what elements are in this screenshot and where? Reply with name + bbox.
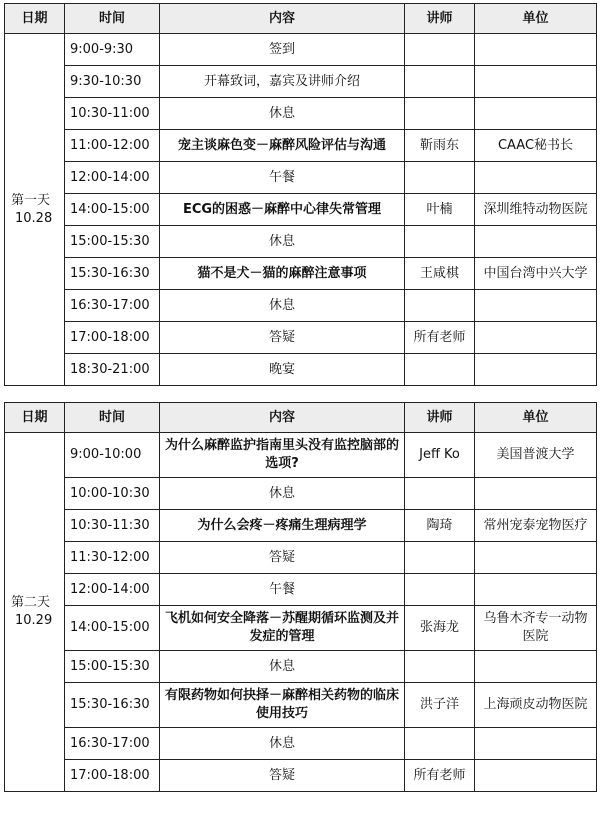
day-label-name: 第一天 — [11, 192, 51, 208]
header-speaker: 讲师 — [405, 403, 475, 433]
time-cell: 12:00-14:00 — [65, 162, 160, 194]
content-cell: 休息 — [160, 290, 405, 322]
unit-cell: CAAC秘书长 — [475, 130, 597, 162]
unit-cell — [475, 226, 597, 258]
unit-cell — [475, 760, 597, 792]
speaker-cell — [405, 478, 475, 510]
schedule-row — [5, 651, 597, 683]
time-cell: 15:00-15:30 — [65, 651, 160, 683]
schedule-table-day1 — [4, 3, 597, 386]
unit-cell — [475, 162, 597, 194]
header-row — [5, 403, 597, 433]
time-cell: 17:00-18:00 — [65, 322, 160, 354]
time-cell: 15:00-15:30 — [65, 226, 160, 258]
speaker-cell: 张海龙 — [405, 606, 475, 651]
time-cell: 17:00-18:00 — [65, 760, 160, 792]
time-cell: 12:00-14:00 — [65, 574, 160, 606]
schedule-row — [5, 98, 597, 130]
content-cell: 猫不是犬－猫的麻醉注意事项 — [160, 258, 405, 290]
unit-cell: 乌鲁木齐专一动物医院 — [475, 606, 597, 651]
header-time: 时间 — [65, 4, 160, 34]
unit-cell — [475, 34, 597, 66]
unit-cell — [475, 66, 597, 98]
time-cell: 15:30-16:30 — [65, 258, 160, 290]
day-label-name: 第二天 — [11, 595, 51, 610]
header-row — [5, 4, 597, 34]
schedule-row — [5, 683, 597, 728]
content-cell: 答疑 — [160, 760, 405, 792]
speaker-cell — [405, 98, 475, 130]
content-cell: 有限药物如何抉择－麻醉相关药物的临床使用技巧 — [160, 683, 405, 728]
unit-cell: 上海顽皮动物医院 — [475, 683, 597, 728]
speaker-cell — [405, 226, 475, 258]
time-cell: 9:30-10:30 — [65, 66, 160, 98]
schedule-row — [5, 34, 597, 66]
content-cell: 午餐 — [160, 162, 405, 194]
unit-cell — [475, 728, 597, 760]
content-cell: 休息 — [160, 226, 405, 258]
header-unit: 单位 — [475, 4, 597, 34]
schedule-row — [5, 290, 597, 322]
schedule-row — [5, 728, 597, 760]
schedule-row — [5, 162, 597, 194]
speaker-cell: 靳雨东 — [405, 130, 475, 162]
day-label-date: 10.28 — [15, 210, 53, 226]
schedule-row — [5, 510, 597, 542]
time-cell: 9:00-10:00 — [65, 433, 160, 478]
schedule-row — [5, 66, 597, 98]
content-cell: 晚宴 — [160, 354, 405, 386]
schedule-row — [5, 433, 597, 478]
time-cell: 11:30-12:00 — [65, 542, 160, 574]
speaker-cell — [405, 34, 475, 66]
unit-cell — [475, 478, 597, 510]
time-cell: 9:00-9:30 — [65, 34, 160, 66]
content-cell: 休息 — [160, 478, 405, 510]
time-cell: 11:00-12:00 — [65, 130, 160, 162]
unit-cell — [475, 542, 597, 574]
schedule-row — [5, 130, 597, 162]
schedule-row — [5, 194, 597, 226]
content-cell: 休息 — [160, 728, 405, 760]
content-cell: 签到 — [160, 34, 405, 66]
header-speaker: 讲师 — [405, 4, 475, 34]
unit-cell: 常州宠泰宠物医疗 — [475, 510, 597, 542]
schedule-row — [5, 354, 597, 386]
day-label — [5, 433, 65, 792]
header-time: 时间 — [65, 403, 160, 433]
schedule-row — [5, 322, 597, 354]
unit-cell — [475, 651, 597, 683]
content-cell: 为什么麻醉监护指南里头没有监控脑部的选项? — [160, 433, 405, 478]
content-cell: 午餐 — [160, 574, 405, 606]
unit-cell — [475, 574, 597, 606]
content-cell: 休息 — [160, 98, 405, 130]
schedule-row — [5, 574, 597, 606]
unit-cell — [475, 354, 597, 386]
header-date: 日期 — [5, 4, 65, 34]
unit-cell — [475, 322, 597, 354]
time-cell: 10:00-10:30 — [65, 478, 160, 510]
speaker-cell — [405, 542, 475, 574]
unit-cell — [475, 290, 597, 322]
time-cell: 16:30-17:00 — [65, 728, 160, 760]
header-content: 内容 — [160, 4, 405, 34]
time-cell: 15:30-16:30 — [65, 683, 160, 728]
day-label-date: 10.29 — [15, 613, 53, 628]
speaker-cell: 王咸棋 — [405, 258, 475, 290]
speaker-cell: 所有老师 — [405, 760, 475, 792]
speaker-cell — [405, 651, 475, 683]
time-cell: 18:30-21:00 — [65, 354, 160, 386]
time-cell: 10:30-11:30 — [65, 510, 160, 542]
header-unit: 单位 — [475, 403, 597, 433]
speaker-cell: 叶楠 — [405, 194, 475, 226]
speaker-cell — [405, 290, 475, 322]
schedule-row — [5, 542, 597, 574]
content-cell: 答疑 — [160, 542, 405, 574]
speaker-cell: 洪子洋 — [405, 683, 475, 728]
time-cell: 14:00-15:00 — [65, 194, 160, 226]
speaker-cell: 所有老师 — [405, 322, 475, 354]
content-cell: 为什么会疼－疼痛生理病理学 — [160, 510, 405, 542]
day-label — [5, 34, 65, 386]
schedule-row — [5, 760, 597, 792]
header-date: 日期 — [5, 403, 65, 433]
speaker-cell — [405, 728, 475, 760]
speaker-cell: Jeff Ko — [405, 433, 475, 478]
speaker-cell — [405, 66, 475, 98]
time-cell: 14:00-15:00 — [65, 606, 160, 651]
content-cell: 开幕致词，嘉宾及讲师介绍 — [160, 66, 405, 98]
schedule-row — [5, 606, 597, 651]
unit-cell: 美国普渡大学 — [475, 433, 597, 478]
content-cell: 宠主谈麻色变－麻醉风险评估与沟通 — [160, 130, 405, 162]
content-cell: 休息 — [160, 651, 405, 683]
header-content: 内容 — [160, 403, 405, 433]
unit-cell: 深圳维特动物医院 — [475, 194, 597, 226]
unit-cell — [475, 98, 597, 130]
time-cell: 10:30-11:00 — [65, 98, 160, 130]
unit-cell: 中国台湾中兴大学 — [475, 258, 597, 290]
speaker-cell — [405, 574, 475, 606]
content-cell: 飞机如何安全降落－苏醒期循环监测及并发症的管理 — [160, 606, 405, 651]
speaker-cell — [405, 162, 475, 194]
time-cell: 16:30-17:00 — [65, 290, 160, 322]
schedule-row — [5, 258, 597, 290]
schedule-table-day2 — [4, 402, 597, 792]
speaker-cell — [405, 354, 475, 386]
content-cell: 答疑 — [160, 322, 405, 354]
schedule-row — [5, 478, 597, 510]
speaker-cell: 陶琦 — [405, 510, 475, 542]
content-cell: ECG的困惑－麻醉中心律失常管理 — [160, 194, 405, 226]
schedule-row — [5, 226, 597, 258]
